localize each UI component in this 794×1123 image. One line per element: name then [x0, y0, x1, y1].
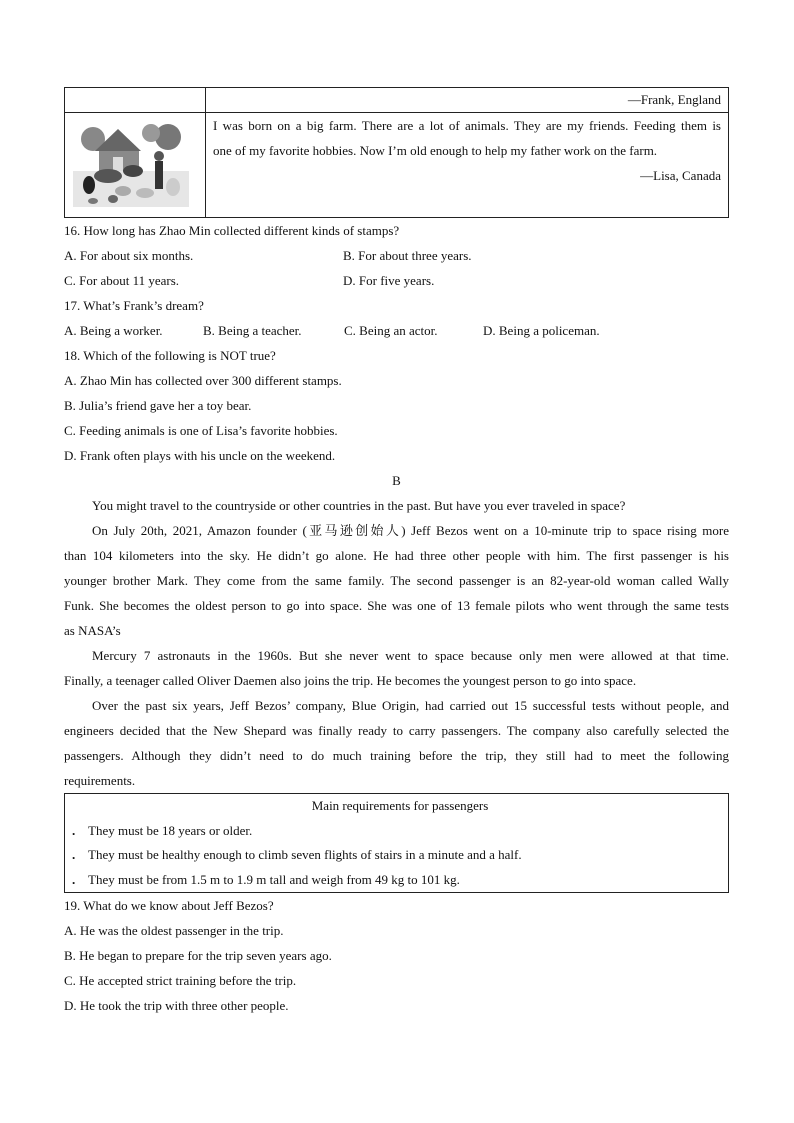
passage-line: engineers decided that the New Shepard was finally ready to carry passengers. The company also carefully selected the: [64, 723, 729, 738]
farm-image: [73, 121, 189, 207]
bullet-icon: .: [72, 822, 76, 838]
section-label: B: [392, 473, 401, 488]
passage-line: requirements.: [64, 773, 136, 788]
option: C. He accepted strict training before the trip.: [64, 973, 297, 988]
option: A. For about six months.: [64, 248, 194, 263]
option: B. Being a teacher.: [203, 323, 302, 338]
bullet-icon: .: [72, 847, 76, 862]
table-row: [65, 88, 728, 113]
option: B. For about three years.: [343, 248, 472, 263]
option: C. For about 11 years.: [64, 273, 180, 288]
option: A. Zhao Min has collected over 300 different stamps.: [64, 373, 342, 388]
passage-line: Funk. She becomes the oldest person to go into space. She was one of 13 female pilots who went through the same tests: [64, 598, 729, 613]
requirement-item: . They must be 18 years or older.: [72, 819, 728, 844]
frank-signature: —Frank, England: [627, 92, 721, 107]
question-19: 19. What do we know about Jeff Bezos?: [64, 898, 274, 913]
passage-line: Finally, a teenager called Oliver Daemen also joins the trip. He becomes the youngest person to go into space.: [64, 673, 637, 688]
passage-line: as NASA’s: [64, 623, 121, 638]
option: C. Feeding animals is one of Lisa’s favorite hobbies.: [64, 423, 338, 438]
requirements-title: Main requirements for passengers: [311, 798, 489, 813]
passage-line: Mercury 7 astronauts in the 1960s. But she never went to space because only men were allowed at that time.: [92, 648, 729, 663]
lisa-signature: —Lisa, Canada: [640, 168, 721, 183]
option: D. He took the trip with three other people.: [64, 998, 289, 1013]
passage-line: younger brother Mark. They come from the same family. The second passenger is an 82-year-old woman called Wally: [64, 573, 729, 588]
document-body: [64, 218, 729, 1018]
table-row: [65, 113, 728, 217]
requirement-item: . They must be from 1.5 m to 1.9 m tall and weigh from 49 kg to 101 kg.: [72, 868, 728, 893]
requirement-item: . They must be healthy enough to climb seven flights of stairs in a minute and a half.: [72, 843, 728, 868]
passage-line: than 104 kilometers into the sky. He didn’t go alone. He had three other people with him. The first passenger is his: [64, 548, 729, 563]
option: D. Frank often plays with his uncle on the weekend.: [64, 448, 336, 463]
question-16: 16. How long has Zhao Min collected different kinds of stamps?: [64, 223, 400, 238]
letters-table: [64, 87, 729, 218]
option: D. Being a policeman.: [483, 323, 600, 338]
lisa-text-line: I was born on a big farm. There are a lot of animals. They are my friends. Feeding them is: [213, 118, 721, 133]
passage-line: Over the past six years, Jeff Bezos’ company, Blue Origin, had carried out 15 successful tests without people, and: [92, 698, 729, 713]
passage-line: passengers. Although they didn’t need to do much training before the trip, they still had to meet the following: [64, 748, 729, 763]
question-18: 18. Which of the following is NOT true?: [64, 348, 276, 363]
option: A. He was the oldest passenger in the trip.: [64, 923, 284, 938]
bullet-icon: .: [72, 871, 76, 887]
passage-line: You might travel to the countryside or other countries in the past. But have you ever traveled in space?: [92, 498, 626, 513]
option: D. For five years.: [343, 273, 435, 288]
option: C. Being an actor.: [344, 323, 438, 338]
question-17: 17. What’s Frank’s dream?: [64, 298, 204, 313]
option: B. He began to prepare for the trip seven years ago.: [64, 948, 332, 963]
passage-line: On July 20th, 2021, Amazon founder (亚马逊创始人) Jeff Bezos went on a 10-minute trip to space rising more: [92, 523, 729, 538]
requirements-box: [64, 793, 729, 893]
option: A. Being a worker.: [64, 323, 163, 338]
lisa-text-line: one of my favorite hobbies. Now I’m old enough to help my father work on the farm.: [213, 143, 658, 158]
option: B. Julia’s friend gave her a toy bear.: [64, 398, 252, 413]
